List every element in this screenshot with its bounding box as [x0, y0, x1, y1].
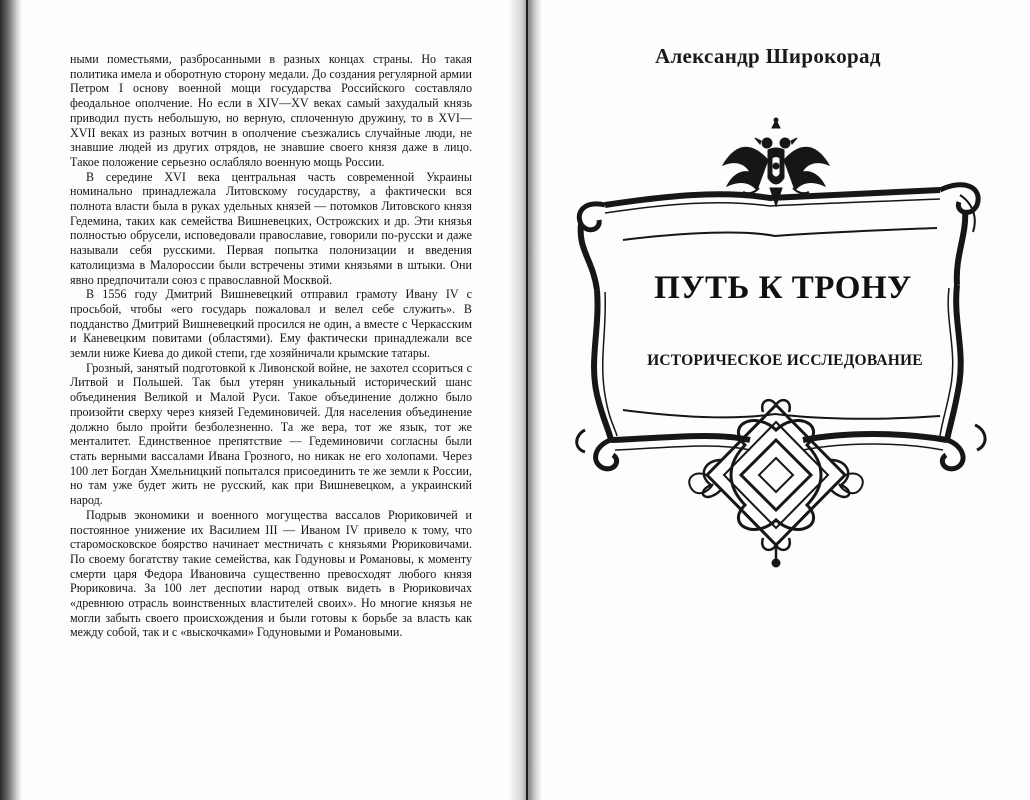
- book-subtitle: ИСТОРИЧЕСКОЕ ИССЛЕДОВАНИЕ: [647, 352, 923, 369]
- paragraph: Грозный, занятый подготовкой к Ливонской войне, не захотел ссориться с Литвой и Польшей. Так был утерян уникальный исторический шанс объединения Великой и Малой Руси. Такое объединение должно было произойти сверху через князей Гедеминовичей. Для населения объединение должно было пройти безболезненно. Та же вера, тот же язык, тот же менталитет. Единственное препятствие — Гедеминовичи согласны были стать верными вассалами Ивана Грозного, но никак не его холопами. Через 100 лет Богдан Хмельницкий попытался присоединить те же земли к России, но там уже будет жить не русский, как при Вишневецком, а украинский народ.: [70, 360, 472, 508]
- paragraph: Подрыв экономики и военного могущества вассалов Рюриковичей и постоянное унижение их Василием III — Иваном IV привело к тому, что старомосковское боярство начинает местничать с князьями Рюриковичами. По своему богатству такие семейства, как Годуновы и Романовы, к моменту смерти царя Федора Ивановича существенно превосходят любого князя Рюриковича. За 100 лет деспотии народ отвык видеть в Рюриковичах «древнюю отрасль воинственных властителей своих». Но многие князья не могли забыть своего происхождения и были готовы к борьбе за власть как между собой, так и с «выскочками» Годуновыми и Романовыми.: [70, 507, 472, 640]
- author-name: Александр Широкорад: [655, 44, 881, 68]
- celtic-knot-icon: [689, 400, 863, 566]
- left-page-text: [70, 52, 472, 640]
- title-page: [545, 0, 1030, 800]
- book-spine: [526, 0, 528, 800]
- page-edge-shadow: [0, 0, 22, 800]
- ornamental-frame: [545, 0, 1030, 800]
- book-title: ПУТЬ К ТРОНУ: [654, 270, 912, 306]
- paragraph: В 1556 году Дмитрий Вишневецкий отправил грамоту Ивану IV с просьбой, чтобы «его государь пожаловал и велел себе служить». В подданство Дмитрий Вишневецкий просился не один, а вместе с Черкасским и Каневецким повитами (областями). Ему фактически принадлежали все земли ниже Киева до дикой степи, где хозяйничали крымские татары.: [70, 287, 472, 361]
- paragraph: В середине XVI века центральная часть современной Украины номинально принадлежала Литовскому государству, а фактически вся полнота власти была в руках удельных князей — потомков Литовского князя Гедемина, таких как семейства Вишневецких, Острожских и др. Эти князья полностью обрусели, исповедовали православие, говорили по-русски и даже называли себя русскими. Первая попытка полонизации и введения католицизма в Малороссии были встречены этими князьями в штыки. Они явно предпочитали союз с православной Москвой.: [70, 169, 472, 287]
- book-spine-shadow: [508, 0, 542, 800]
- paragraph: ными поместьями, разбросанными в разных концах страны. Но такая политика имела и оборотную сторону медали. До создания регулярной армии Петром I основу военной мощи государства Российского составляло феодальное ополчение. Но если в XIV—XV веках самый захудалый князь приводил пусть небольшую, но верную, сплоченную дружину, то в XVI—XVII веках из разных вотчин в ополчение съезжались случайные люди, не знавшие людей из других отрядов, не знавшие своего князя даже в лицо. Такое положение серьезно ослабляло военную мощь России.: [70, 52, 472, 169]
